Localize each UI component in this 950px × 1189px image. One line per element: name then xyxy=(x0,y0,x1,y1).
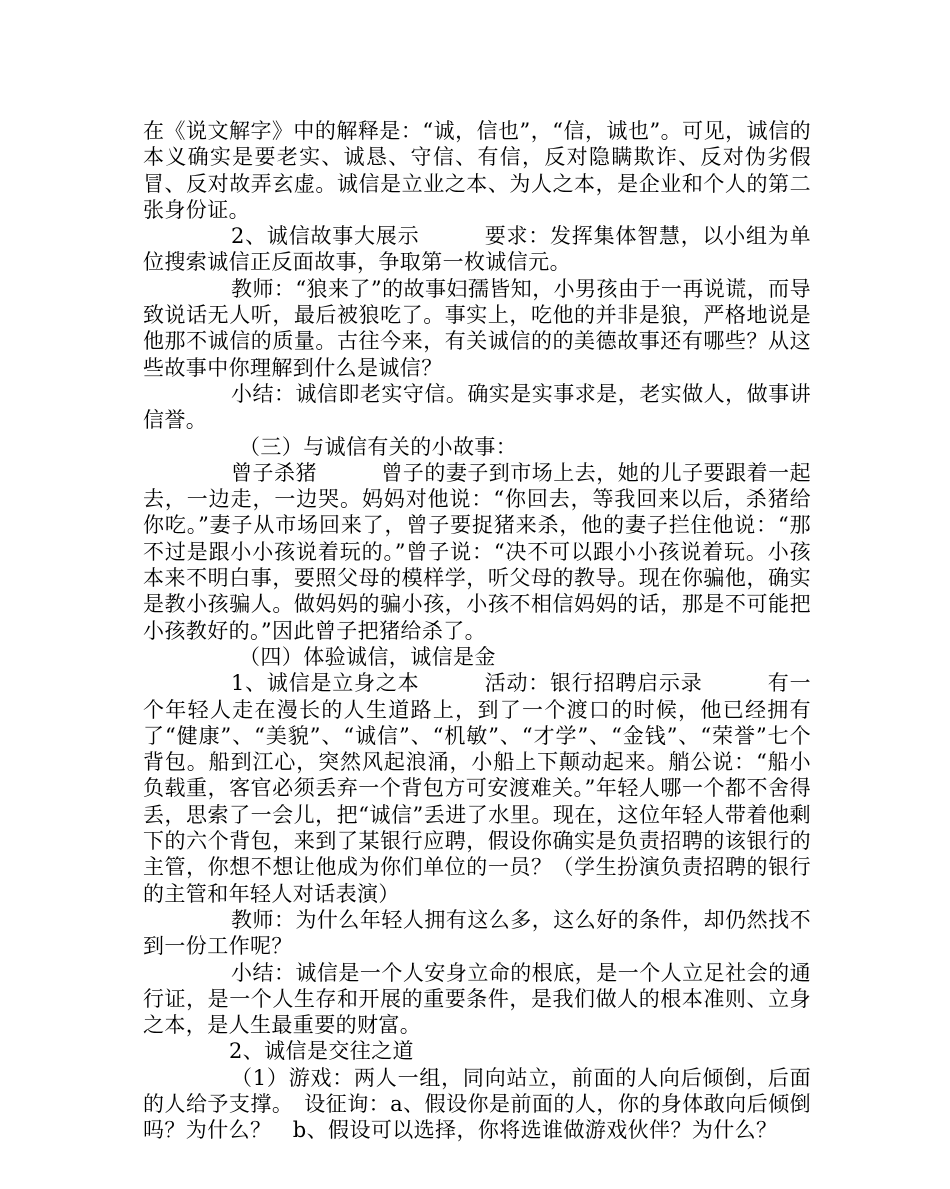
paragraph-story-showcase: 2、诚信故事大展示 要求：发挥集体智慧，以小组为单位搜索诚信正反面故事，争取第一枚诚信元。 xyxy=(143,224,811,275)
paragraph-bank-recruitment: 1、诚信是立身之本 活动：银行招聘启示录 有一个年轻人走在漫长的人生道路上，到了一个渡口的时候，他已经拥有了“健康”、“美貌”、“诚信”、“机敏”、“才学”、“金钱”、“荣誉”七个背包。船到江心，突然风起浪涌，小船上下颠动起来。艄公说：“船小负载重，客官必须丢弃一个背包方可安渡难关。”年轻人哪一个都不舍得丢，思索了一会儿，把“诚信”丢进了水里。现在，这位年轻人带着他剩下的六个背包，来到了某银行应聘，假设你确实是负责招聘的该银行的主管，你想不想让他成为你们单位的一员？（学生扮演负责招聘的银行的主管和年轻人对话表演） xyxy=(143,671,811,906)
paragraph-zengzi-story: 曾子杀猪 曾子的妻子到市场上去，她的儿子要跟着一起去，一边走，一边哭。妈妈对他说：“你回去，等我回来以后，杀猪给你吃。”妻子从市场回来了，曾子要捉猪来杀，他的妻子拦住他说：“那不过是跟小小孩说着玩的。”曾子说：“决不可以跟小小孩说着玩。小孩本来不明白事，要照父母的模样学，听父母的教导。现在你骗他，确实是教小孩骗人。做妈妈的骗小孩，小孩不相信妈妈的话，那是不可能把小孩教好的。”因此曾子把猪给杀了。 xyxy=(143,460,811,643)
section-heading-three: （三）与诚信有关的小故事： xyxy=(239,434,518,459)
paragraph-summary-honesty: 小结：诚信即老实守信。确实是实事求是，老实做人，做事讲信誉。 xyxy=(143,381,811,433)
paragraph-teacher-wolf: 教师：“狼来了”的故事妇孺皆知，小男孩由于一再说谎，而导致说话无人听，最后被狼吃了。事实上，吃他的并非是狼，严格地说是他那不诚信的质量。古往今来，有关诚信的的美德故事还有哪些？从这些故事中你理解到什么是诚信？ xyxy=(143,276,811,380)
paragraph-communication-heading: 2、诚信是交往之道 xyxy=(229,1039,414,1064)
paragraph-trust-game: （1）游戏：两人一组，同向站立，前面的人向后倾倒，后面的人给予支撑。 设征询：a、假设你是前面的人，你的身体敢向后倾倒吗？为什么？ b、假设可以选择，你将选谁做游戏伙伴？为什么？ xyxy=(143,1065,811,1143)
paragraph-summary-foundation: 小结：诚信是一个人安身立命的根底，是一个人立足社会的通行证，是一个人生存和开展的重要条件，是我们做人的根本准则、立身之本，是人生最重要的财富。 xyxy=(143,960,811,1038)
document-page xyxy=(143,118,811,1144)
section-heading-four: （四）体验诚信，诚信是金 xyxy=(239,644,496,669)
paragraph-teacher-question: 教师：为什么年轻人拥有这么多，这么好的条件，却仍然找不到一份工作呢？ xyxy=(143,907,811,959)
paragraph-shuowen: 在《说文解字》中的解释是：“诚，信也”，“信，诚也”。可见，诚信的本义确实是要老实、诚恳、守信、有信，反对隐瞒欺诈、反对伪劣假冒、反对故弄玄虚。诚信是立业之本、为人之本，是企业和个人的第二张身份证。 xyxy=(143,119,811,222)
